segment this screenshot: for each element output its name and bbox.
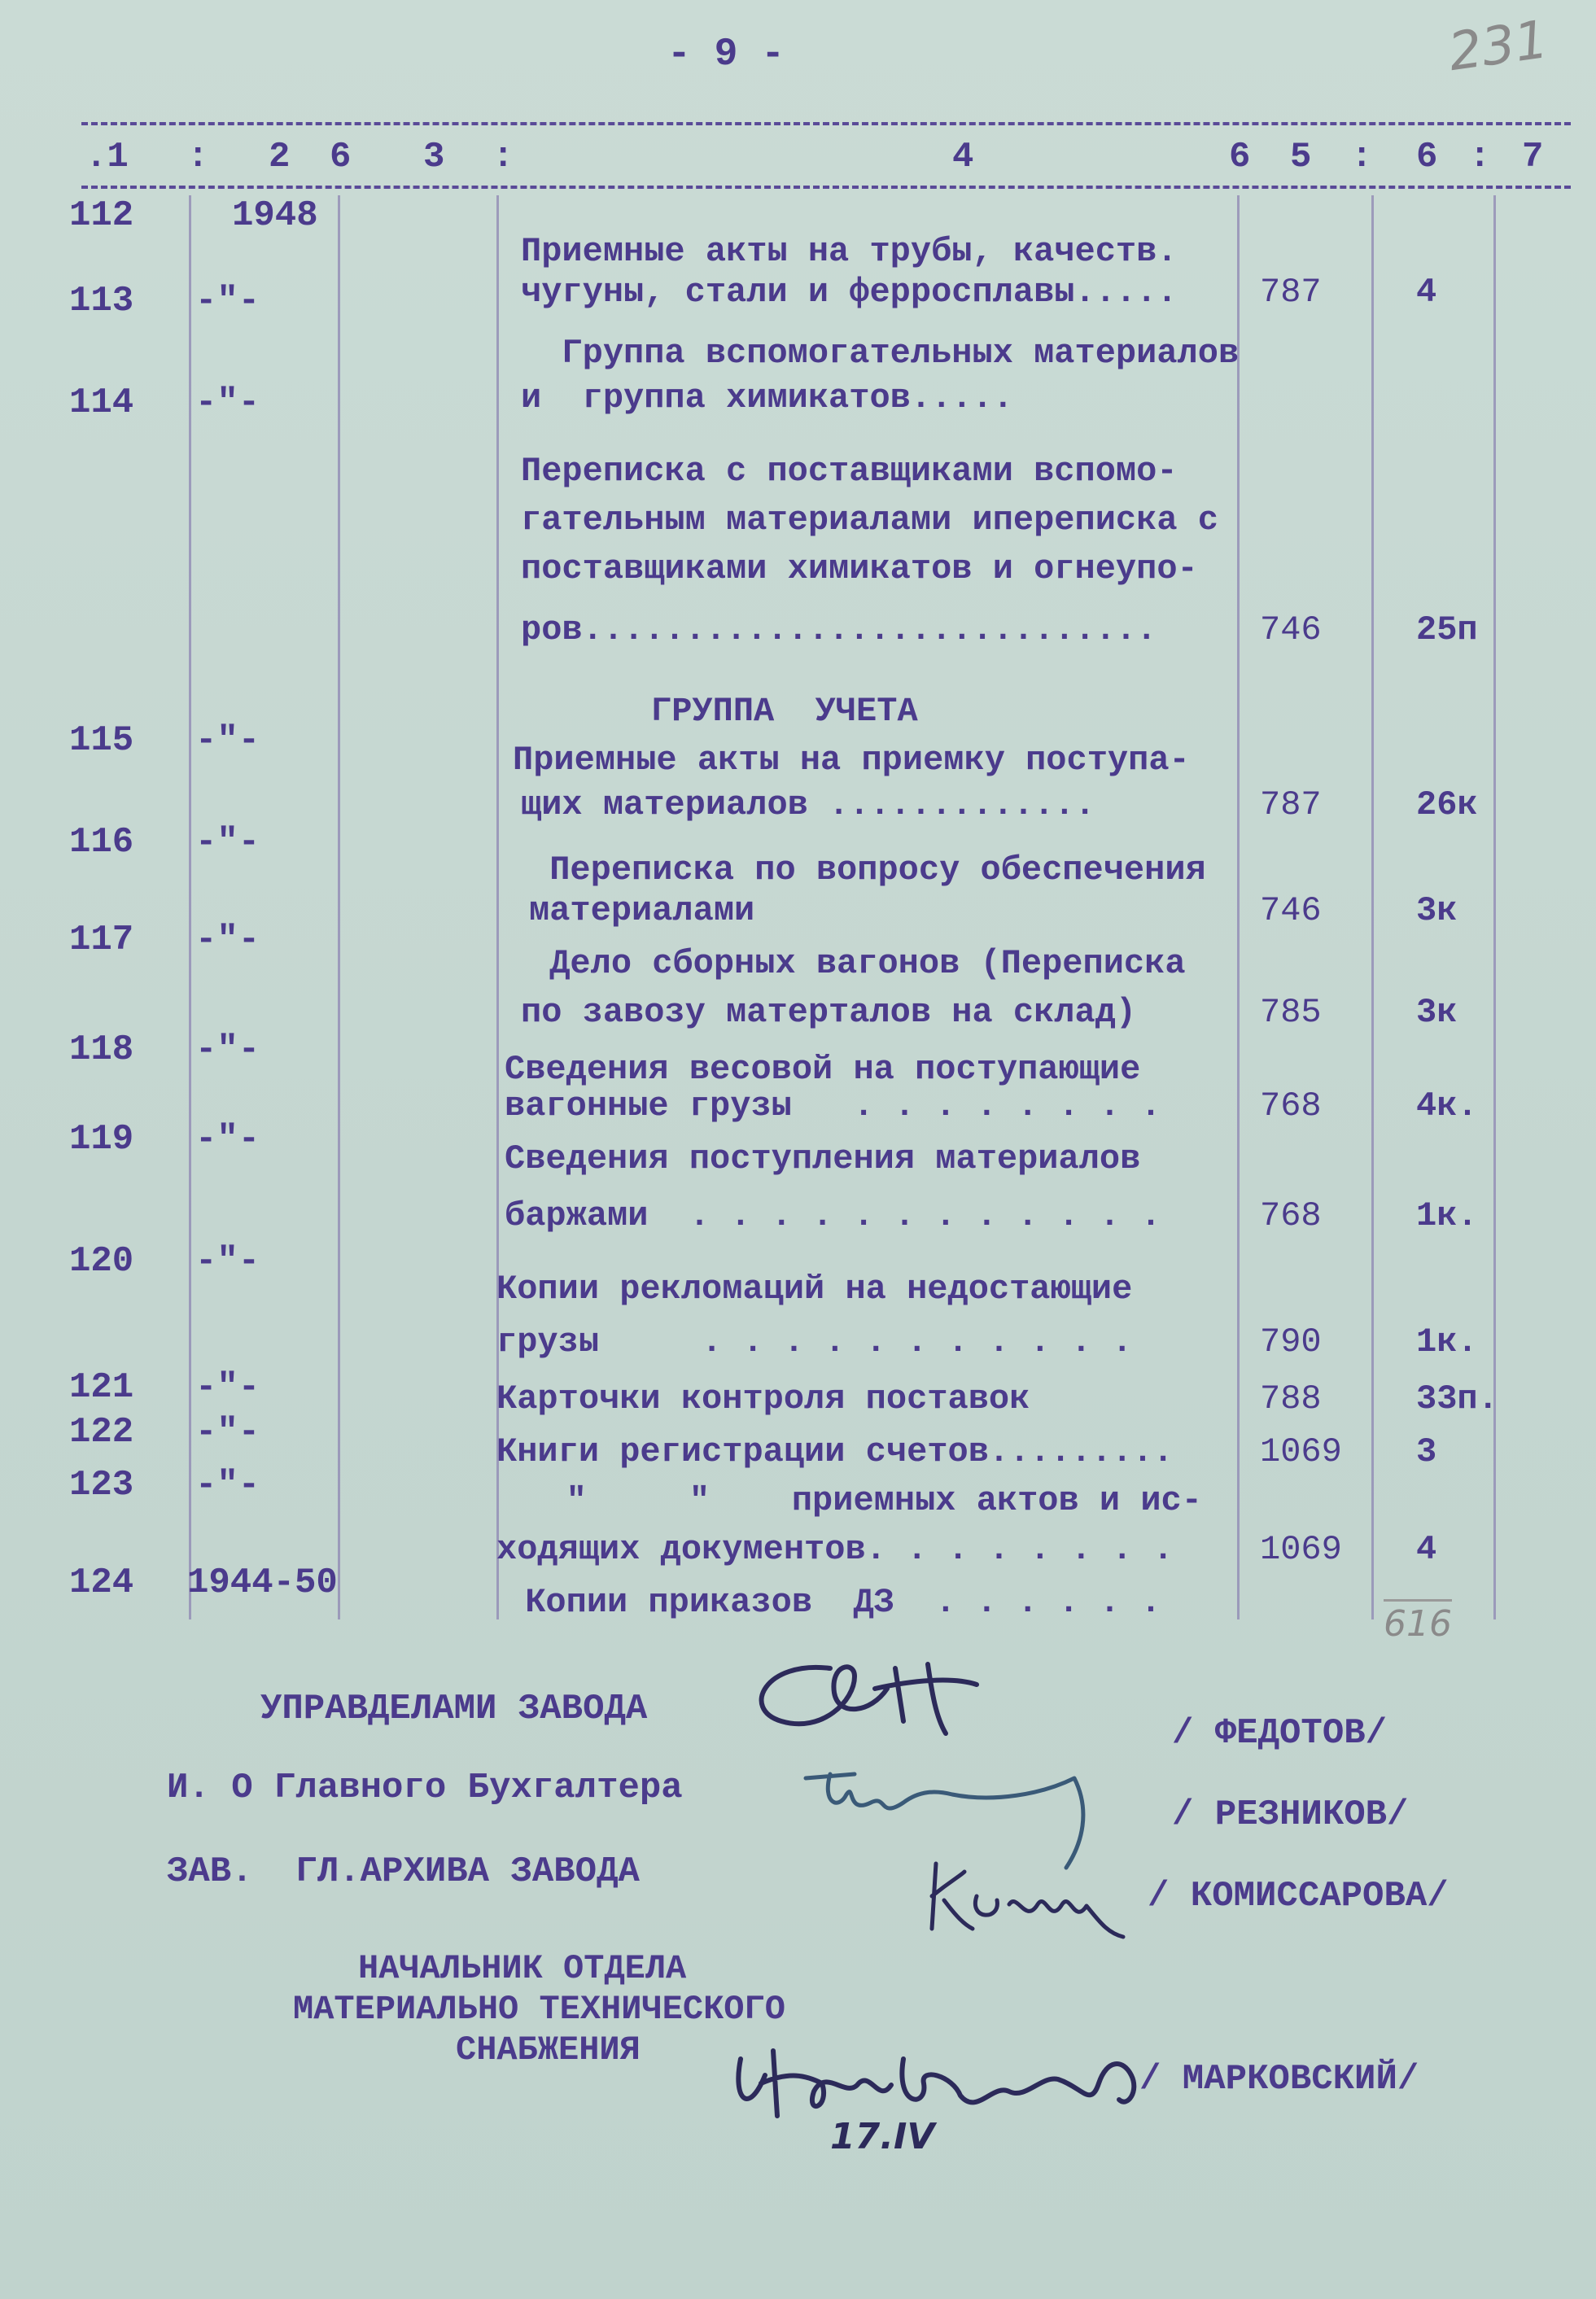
entry-text: Сведения поступления материалов [505,1139,1141,1178]
entry-quantity: 3к [1416,993,1458,1032]
signatory-4-title-3: СНАБЖЕНИЯ [456,2030,641,2070]
entry-text: Сведения весовой на поступающие [505,1050,1141,1089]
column-line-4 [1237,195,1240,1619]
signatory-1-title: УПРАВДЕЛАМИ ЗАВОДА [260,1689,648,1729]
entry-text: Переписка с поставщиками вспомо- [521,452,1178,491]
entry-text: щих материалов ............. [521,785,1095,824]
entry-quantity: 3 [1416,1432,1437,1471]
row-number: 113 [69,281,134,321]
page-number: - 9 - [667,33,785,76]
row-number: 120 [69,1241,134,1282]
row-year: -"- [195,1029,260,1070]
entry-text: по завозу матерталов на склад) [521,993,1137,1032]
row-number: 115 [69,720,134,761]
column-line-2 [338,195,340,1619]
entry-code: 746 [1260,891,1322,930]
column-line-1 [189,195,191,1619]
entry-code: 787 [1260,785,1322,824]
signatory-1-name: / ФЕДОТОВ/ [1172,1713,1388,1754]
row-number: 112 [69,195,134,236]
entry-text: Приемные акты на трубы, качеств. [521,232,1178,271]
entry-code: 788 [1260,1379,1322,1418]
entry-text: материалами [529,891,755,930]
entry-text: и группа химикатов..... [521,378,1013,417]
row-year: -"- [195,281,260,321]
header-col-7: 7 [1522,137,1544,177]
entry-quantity: 4 [1416,1530,1437,1569]
entry-code: 785 [1260,993,1322,1032]
header-sep-2: : [492,137,514,177]
entry-quantity: 33п. [1416,1379,1498,1418]
pencil-total: 616 [1384,1599,1452,1645]
entry-text: вагонные грузы . . . . . . . . [505,1086,1161,1125]
header-sep-3: : [1351,137,1373,177]
row-number: 116 [69,822,134,863]
row-year: -"- [195,1465,260,1506]
row-number: 121 [69,1367,134,1408]
entry-text: ходящих документов. . . . . . . . [496,1530,1174,1569]
entry-text: поставщиками химикатов и огнеупо- [521,549,1198,588]
entry-text: грузы . . . . . . . . . . . [496,1322,1133,1361]
entry-quantity: 1к. [1416,1322,1478,1361]
entry-text: Приемные акты на приемку поступа- [513,741,1190,780]
row-year: -"- [195,720,260,761]
entry-text: Книги регистрации счетов......... [496,1432,1174,1471]
entry-text: баржами . . . . . . . . . . . . [505,1196,1161,1235]
row-number: 123 [69,1465,134,1506]
signature-markovsky [716,2026,1172,2189]
entry-text: Дело сборных вагонов (Переписка [529,944,1186,983]
section-heading: ГРУППА УЧЕТА [651,692,918,731]
entry-quantity: 26к [1416,785,1478,824]
row-year: -"- [195,1367,260,1408]
signature-komissarova [920,1847,1148,1945]
header-col-1: .1 [85,137,129,177]
header-col-2b: 6 [330,137,352,177]
row-year: -"- [195,822,260,863]
row-number: 114 [69,382,134,423]
column-line-5 [1371,195,1374,1619]
entry-quantity: 4к. [1416,1086,1478,1125]
header-rule-top [81,122,1571,125]
signature-date-note: 17.IV [830,2116,935,2157]
header-col-6: 6 [1416,137,1438,177]
signatory-2-name: / РЕЗНИКОВ/ [1172,1794,1409,1835]
row-number: 117 [69,920,134,960]
entry-text: Копии рекломаций на недостающие [496,1270,1133,1309]
entry-text: Карточки контроля поставок [496,1379,1030,1418]
entry-text: чугуны, стали и ферросплавы..... [521,273,1178,312]
row-year: -"- [195,1241,260,1282]
row-year: -"- [195,1119,260,1160]
header-col-4: 4 [952,137,974,177]
header-sep-4: : [1469,137,1491,177]
header-sep-1: : [187,137,209,177]
entry-quantity: 4 [1416,273,1437,312]
row-number: 122 [69,1412,134,1453]
header-col-5a: 6 [1229,137,1251,177]
signatory-3-title: ЗАВ. ГЛ.АРХИВА ЗАВОДА [167,1851,640,1892]
entry-code: 1069 [1260,1432,1342,1471]
entry-code: 787 [1260,273,1322,312]
entry-quantity: 3к [1416,891,1458,930]
entry-code: 746 [1260,610,1322,649]
row-year: -"- [195,382,260,423]
signatory-4-name: / МАРКОВСКИЙ/ [1139,2059,1419,2100]
row-year: -"- [195,920,260,960]
row-year: -"- [195,1412,260,1453]
archive-page-number: 231 [1445,9,1552,84]
entry-text: Группа вспомогательных материалов [521,334,1240,373]
entry-text: " " приемных актов и ис- [505,1481,1202,1520]
entry-quantity: 25п [1416,610,1478,649]
row-number: 124 [69,1563,134,1603]
entry-code: 768 [1260,1196,1322,1235]
entry-text: гательным материалами ипереписка с [521,500,1218,540]
signature-fedotov [732,1644,1042,1758]
entry-code: 768 [1260,1086,1322,1125]
row-year: 1948 [232,195,318,236]
signatory-3-name: / КОМИССАРОВА/ [1148,1876,1449,1917]
entry-code: 1069 [1260,1530,1342,1569]
signatory-2-title: И. О Главного Бухгалтера [167,1768,683,1808]
entry-code: 790 [1260,1322,1322,1361]
entry-text: Копии приказов ДЗ . . . . . . [505,1583,1161,1622]
header-col-5: 5 [1290,137,1312,177]
signatory-4-title-1: НАЧАЛЬНИК ОТДЕЛА [358,1949,687,1988]
row-number: 119 [69,1119,134,1160]
header-col-2: 2 [269,137,291,177]
entry-quantity: 1к. [1416,1196,1478,1235]
header-col-3: 3 [423,137,445,177]
header-rule-bottom [81,186,1571,189]
row-number: 118 [69,1029,134,1070]
signatory-4-title-2: МАТЕРИАЛЬНО ТЕХНИЧЕСКОГО [293,1990,785,2029]
entry-text: Переписка по вопросу обеспечения [529,850,1206,889]
entry-text: ров............................ [521,610,1157,649]
row-year: 1944-50 [187,1563,338,1603]
